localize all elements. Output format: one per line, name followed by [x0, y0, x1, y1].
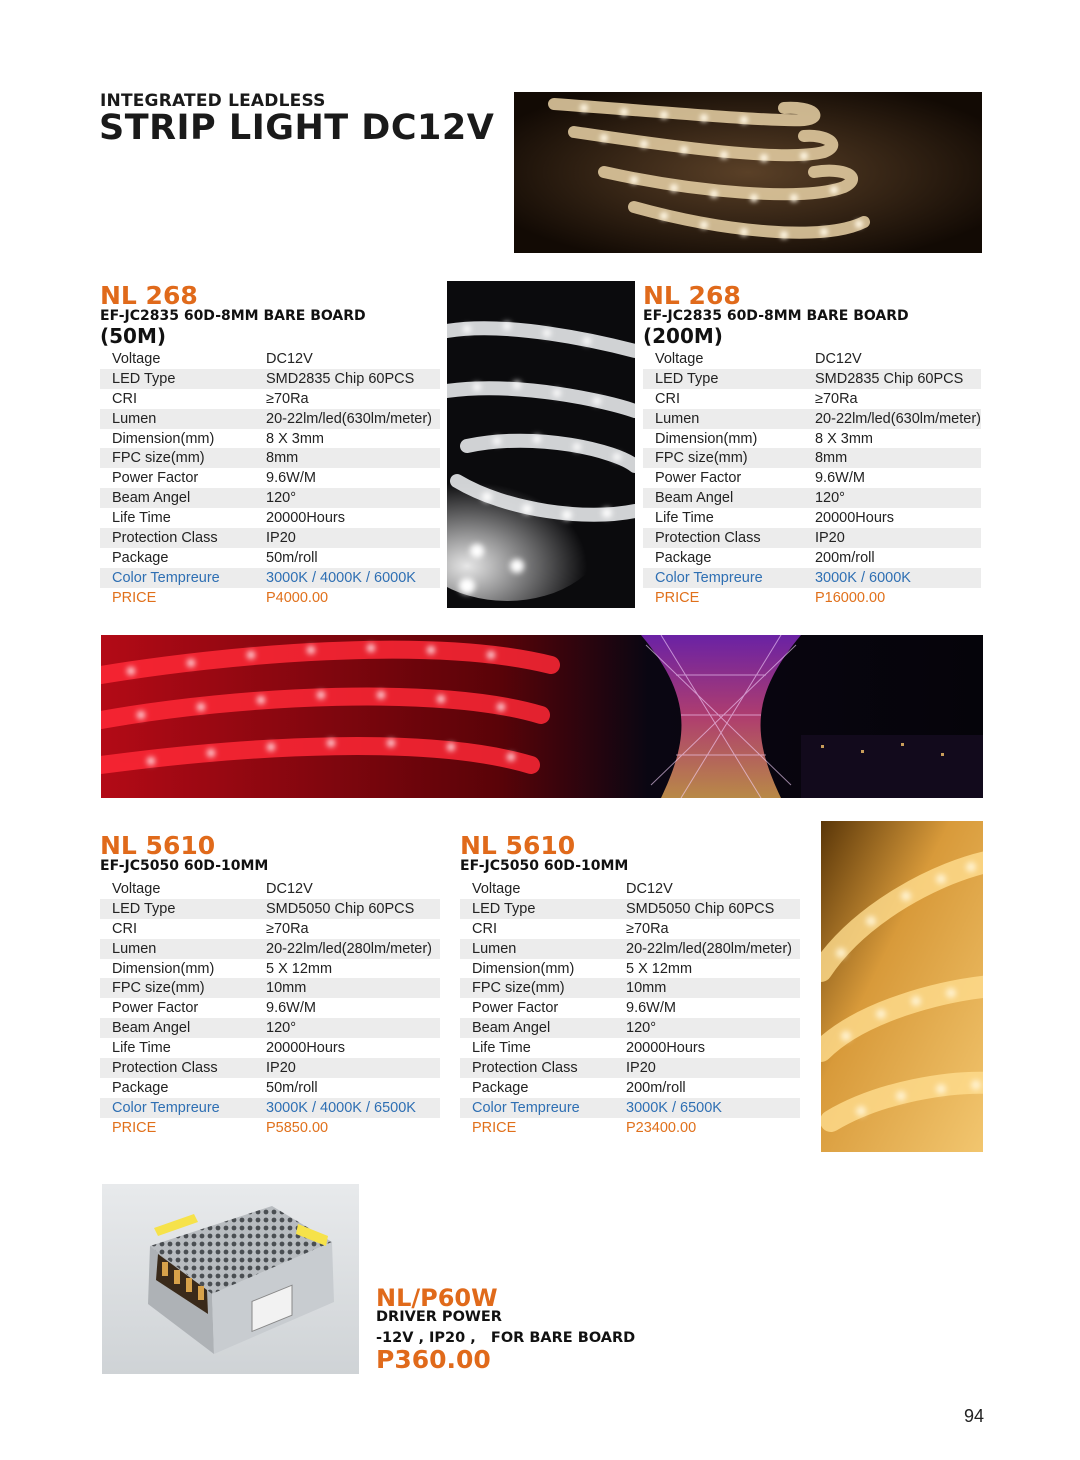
spec-value: 8 X 3mm [814, 430, 873, 447]
spec-value: 9.6W/M [266, 470, 316, 487]
product-model: NL 5610 [460, 831, 576, 860]
spec-value: 120° [266, 488, 440, 508]
spec-row [100, 528, 440, 548]
spec-value: 20-22lm/led(630lm/meter) [266, 409, 440, 429]
spec-label: Voltage [112, 350, 161, 367]
spec-label: LED Type [100, 899, 266, 919]
spec-value: IP20 [626, 1058, 800, 1078]
spec-label: FPC size(mm) [100, 448, 266, 468]
spec-value: 120° [815, 488, 981, 508]
spec-value: DC12V [814, 350, 862, 367]
spec-value: 20000Hours [814, 510, 894, 527]
spec-row [460, 1118, 800, 1138]
spec-value: DC12V [626, 880, 673, 897]
spec-label: Protection Class [100, 528, 266, 548]
product-model: NL 5610 [100, 831, 216, 860]
red-strip-banner-photo [101, 635, 983, 798]
spec-label: Life Time [655, 510, 714, 527]
spec-label: CRI [655, 390, 680, 407]
spec-value: ≥70Ra [266, 390, 309, 407]
spec-value: 9.6W/M [814, 470, 865, 487]
spec-value: 8mm [266, 448, 440, 468]
spec-value: 120° [266, 1018, 440, 1038]
spec-label: FPC size(mm) [643, 448, 815, 468]
spec-row [100, 939, 440, 959]
spec-value: P4000.00 [266, 589, 329, 606]
product-nl5610-50m [100, 832, 440, 1138]
spec-label: Dimension(mm) [112, 960, 215, 977]
spec-row [643, 528, 981, 548]
spec-value: 50m/roll [266, 549, 318, 566]
spec-label: Color Tempreure [460, 1098, 626, 1118]
spec-row [100, 548, 440, 568]
spec-label: Power Factor [472, 1000, 559, 1017]
spec-label: Beam Angel [100, 1018, 266, 1038]
spec-row [460, 939, 800, 959]
spec-value: SMD5050 Chip 60PCS [266, 899, 440, 919]
spec-row [100, 1018, 440, 1038]
spec-label: Color Tempreure [643, 568, 815, 588]
spec-label: Voltage [655, 350, 704, 367]
spec-row [100, 448, 440, 468]
spec-row [460, 959, 800, 979]
spec-value: 10mm [626, 978, 800, 998]
spec-row [100, 429, 440, 449]
spec-value: IP20 [266, 1058, 440, 1078]
spec-label: PRICE [112, 1119, 157, 1136]
spec-label: Voltage [472, 880, 521, 897]
spec-label: Life Time [112, 510, 171, 527]
spec-value: ≥70Ra [814, 390, 858, 407]
spec-row [100, 409, 440, 429]
spec-value: 3000K / 4000K / 6000K [266, 568, 440, 588]
spec-value: 8 X 3mm [266, 430, 325, 447]
spec-row [100, 879, 440, 899]
spec-value: 20000Hours [266, 510, 345, 527]
spec-label: Lumen [643, 409, 815, 429]
spec-value: 9.6W/M [626, 1000, 676, 1017]
spec-value: 20-22lm/led(630lm/meter) [814, 410, 981, 427]
spec-row [643, 548, 981, 568]
spec-label: Voltage [112, 880, 161, 897]
spec-label: Dimension(mm) [655, 430, 758, 447]
spec-label: Lumen [460, 939, 626, 959]
spec-label: LED Type [100, 369, 266, 389]
spec-value: SMD2835 Chip 60PCS [815, 369, 981, 389]
spec-label: PRICE [472, 1119, 517, 1136]
spec-value: 20-22lm/led(280lm/meter) [266, 939, 440, 959]
product-model: NL 268 [643, 281, 741, 310]
spec-value: 20-22lm/led(280lm/meter) [626, 939, 800, 959]
spec-label: FPC size(mm) [460, 978, 626, 998]
spec-value: 20000Hours [626, 1040, 705, 1057]
spec-row [643, 448, 981, 468]
spec-label: Lumen [100, 409, 266, 429]
header-title: STRIP LIGHT DC12V [99, 108, 495, 148]
spec-row [643, 468, 981, 488]
spec-row [643, 349, 981, 369]
spec-row [460, 1098, 800, 1118]
spec-value: 10mm [266, 978, 440, 998]
driver-model: NL/P60W [376, 1284, 498, 1312]
spec-label: CRI [112, 920, 137, 937]
spec-label: LED Type [460, 899, 626, 919]
spec-value: ≥70Ra [266, 920, 309, 937]
spec-label: Color Tempreure [100, 1098, 266, 1118]
spec-value: SMD5050 Chip 60PCS [626, 899, 800, 919]
spec-row [460, 919, 800, 939]
spec-label: Beam Angel [100, 488, 266, 508]
spec-label: Dimension(mm) [472, 960, 575, 977]
spec-row [100, 488, 440, 508]
spec-value: P5850.00 [266, 1119, 329, 1136]
spec-value: 8mm [815, 448, 981, 468]
product-code: EF-JC2835 60D-8MM BARE BOARD [100, 308, 366, 324]
warm-strip-photo [514, 92, 982, 253]
spec-label: FPC size(mm) [100, 978, 266, 998]
spec-row [460, 978, 800, 998]
spec-value: 3000K / 4000K / 6500K [266, 1098, 440, 1118]
spec-row [460, 879, 800, 899]
spec-label: Color Tempreure [100, 568, 266, 588]
spec-row [100, 1038, 440, 1058]
spec-label: Lumen [100, 939, 266, 959]
spec-table [100, 349, 440, 608]
spec-value: DC12V [266, 350, 313, 367]
spec-value: ≥70Ra [626, 920, 669, 937]
spec-table [460, 879, 800, 1138]
spec-label: Beam Angel [460, 1018, 626, 1038]
spec-row [100, 959, 440, 979]
spec-row [460, 998, 800, 1018]
product-code: EF-JC5050 60D-10MM [100, 858, 269, 874]
spec-row [100, 899, 440, 919]
spec-value: 120° [626, 1018, 800, 1038]
spec-label: Package [112, 549, 169, 566]
spec-row [643, 369, 981, 389]
spec-row [100, 568, 440, 588]
driver-price: P360.00 [376, 1345, 491, 1374]
spec-row [460, 1078, 800, 1098]
spec-value: 5 X 12mm [266, 960, 333, 977]
spec-row [643, 588, 981, 608]
spec-row [100, 588, 440, 608]
spec-label: Package [472, 1079, 529, 1096]
spec-row [100, 1078, 440, 1098]
spec-row [460, 1058, 800, 1078]
spec-value: P16000.00 [814, 589, 886, 606]
driver-description: DRIVER POWER [376, 1309, 502, 1325]
spec-row [100, 369, 440, 389]
spec-row [460, 899, 800, 919]
driver-specs: -12V , IP20 , FOR BARE BOARD [376, 1330, 636, 1346]
spec-table [100, 879, 440, 1138]
spec-label: Life Time [472, 1040, 531, 1057]
spec-value: 50m/roll [266, 1079, 318, 1096]
spec-value: SMD2835 Chip 60PCS [266, 369, 440, 389]
spec-row [100, 1098, 440, 1118]
spec-label: Dimension(mm) [112, 430, 215, 447]
spec-label: CRI [472, 920, 497, 937]
spec-value: IP20 [266, 528, 440, 548]
spec-label: Protection Class [643, 528, 815, 548]
driver-power-photo [102, 1184, 359, 1374]
spec-value: 3000K / 6000K [815, 568, 981, 588]
spec-value: 9.6W/M [266, 1000, 316, 1017]
white-strip-photo [447, 281, 635, 608]
spec-row [100, 1058, 440, 1078]
spec-row [100, 468, 440, 488]
spec-row [100, 349, 440, 369]
spec-row [643, 409, 981, 429]
spec-label: PRICE [655, 589, 700, 606]
spec-value: IP20 [815, 528, 981, 548]
spec-label: CRI [112, 390, 137, 407]
product-length: (50M) [100, 324, 167, 348]
spec-row [100, 1118, 440, 1138]
spec-value: 3000K / 6500K [626, 1098, 800, 1118]
spec-row [100, 508, 440, 528]
page-number: 94 [963, 1406, 984, 1426]
spec-table [643, 349, 981, 608]
spec-row [643, 568, 981, 588]
spec-label: Power Factor [112, 1000, 199, 1017]
spec-value: 200m/roll [626, 1079, 686, 1096]
spec-row [100, 919, 440, 939]
header-subtitle: INTEGRATED LEADLESS [100, 91, 326, 111]
spec-label: PRICE [112, 589, 157, 606]
product-model: NL 268 [100, 281, 198, 310]
spec-row [643, 389, 981, 409]
spec-row [100, 389, 440, 409]
spec-label: Life Time [112, 1040, 171, 1057]
spec-label: Protection Class [100, 1058, 266, 1078]
product-length: (200M) [643, 324, 723, 348]
spec-value: 200m/roll [814, 549, 875, 566]
spec-value: DC12V [266, 880, 313, 897]
spec-value: 20000Hours [266, 1040, 345, 1057]
spec-label: Protection Class [460, 1058, 626, 1078]
spec-label: Package [112, 1079, 169, 1096]
spec-row [643, 508, 981, 528]
spec-row [100, 998, 440, 1018]
product-nl268-50m [100, 282, 440, 608]
spec-value: P23400.00 [626, 1119, 697, 1136]
spec-label: Power Factor [655, 470, 742, 487]
product-nl268-200m [643, 282, 981, 608]
product-nl5610-200m [460, 832, 800, 1138]
spec-label: Beam Angel [643, 488, 815, 508]
spec-label: Package [655, 549, 712, 566]
spec-label: LED Type [643, 369, 815, 389]
spec-row [100, 978, 440, 998]
spec-label: Power Factor [112, 470, 199, 487]
amber-strip-photo [821, 821, 983, 1152]
spec-row [460, 1038, 800, 1058]
product-code: EF-JC2835 60D-8MM BARE BOARD [643, 308, 909, 324]
spec-row [460, 1018, 800, 1038]
product-code: EF-JC5050 60D-10MM [460, 858, 629, 874]
spec-value: 5 X 12mm [626, 960, 693, 977]
spec-row [643, 488, 981, 508]
spec-row [643, 429, 981, 449]
